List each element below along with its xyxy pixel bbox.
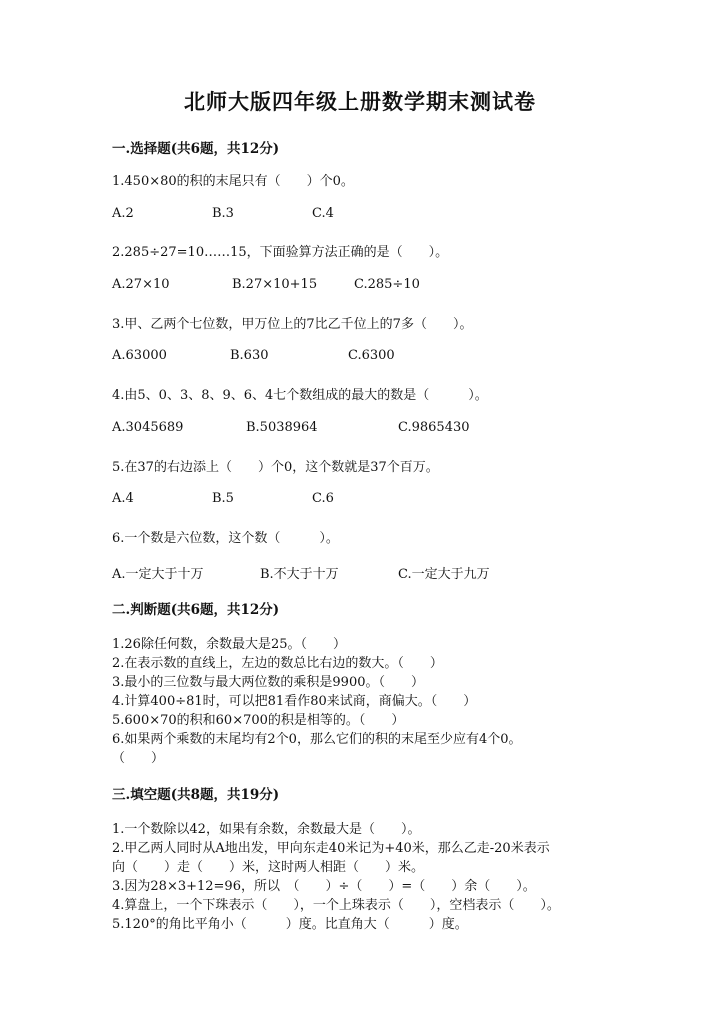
question-2-stem: 2.285÷27=10……15，下面验算方法正确的是（ ）。 — [112, 245, 449, 260]
section-heading-choice: 一.选择题(共6题，共12分) — [112, 141, 280, 157]
page-title: 北师大版四年级上册数学期末测试卷 — [184, 89, 536, 114]
judgement-item: 2.在表示数的直线上，左边的数总比右边的数大。（ ） — [112, 656, 443, 671]
option-c: C.9865430 — [398, 420, 470, 435]
option-c: C.6 — [312, 491, 334, 506]
question-6-stem: 6.一个数是六位数，这个数（ ）。 — [112, 531, 339, 546]
option-c: C.6300 — [348, 348, 395, 363]
fill-item: 2.甲乙两人同时从A地出发，甲向东走40米记为+40米，那么乙走-20米表示 — [112, 841, 550, 856]
option-b: B.5038964 — [246, 420, 318, 435]
question-4-stem: 4.由5、0、3、8、9、6、4七个数组成的最大的数是（ ）。 — [112, 388, 488, 403]
option-b: B.3 — [212, 206, 234, 221]
judgement-item: 1.26除任何数，余数最大是25。（ ） — [112, 637, 346, 652]
fill-item: 3.因为28×3+12=96，所以 （ ）÷（ ）=（ ）余（ ）。 — [112, 879, 536, 894]
fill-item-continuation: 向（ ）走（ ）米，这时两人相距（ ）米。 — [112, 860, 425, 875]
fill-item: 5.120°的角比平角小（ ）度。比直角大（ ）度。 — [112, 917, 468, 932]
option-b: B.不大于十万 — [260, 567, 339, 582]
option-a: A.27×10 — [112, 277, 170, 292]
fill-item: 1.一个数除以42，如果有余数，余数最大是（ ）。 — [112, 822, 421, 837]
section-heading-judgement: 二.判断题(共6题，共12分) — [112, 602, 280, 618]
judgement-item: 6.如果两个乘数的末尾均有2个0，那么它们的积的末尾至少应有4个0。 — [112, 732, 522, 747]
question-5-stem: 5.在37的右边添上（ ）个0，这个数就是37个百万。 — [112, 460, 439, 475]
option-b: B.5 — [212, 491, 234, 506]
judgement-item: 5.600×70的积和60×700的积是相等的。（ ） — [112, 713, 405, 728]
option-c: C.285÷10 — [354, 277, 420, 292]
option-b: B.27×10+15 — [232, 277, 318, 292]
option-c: C.一定大于九万 — [398, 567, 490, 582]
question-1-stem: 1.450×80的积的末尾只有（ ）个0。 — [112, 174, 354, 189]
option-a: A.4 — [112, 491, 134, 506]
option-a: A.63000 — [112, 348, 167, 363]
section-heading-fill-in: 三.填空题(共8题，共19分) — [112, 787, 280, 803]
option-a: A.2 — [112, 206, 134, 221]
option-a: A.3045689 — [112, 420, 184, 435]
judgement-item-continuation: （ ） — [112, 751, 165, 766]
fill-item: 4.算盘上，一个下珠表示（ ），一个上珠表示（ ），空档表示（ ）。 — [112, 898, 560, 913]
option-b: B.630 — [230, 348, 269, 363]
option-a: A.一定大于十万 — [112, 567, 204, 582]
judgement-item: 3.最小的三位数与最大两位数的乘积是9900。（ ） — [112, 675, 424, 690]
question-3-stem: 3.甲、乙两个七位数，甲万位上的7比乙千位上的7多（ ）。 — [112, 317, 473, 332]
judgement-item: 4.计算400÷81时，可以把81看作80来试商，商偏大。（ ） — [112, 694, 477, 709]
option-c: C.4 — [312, 206, 334, 221]
